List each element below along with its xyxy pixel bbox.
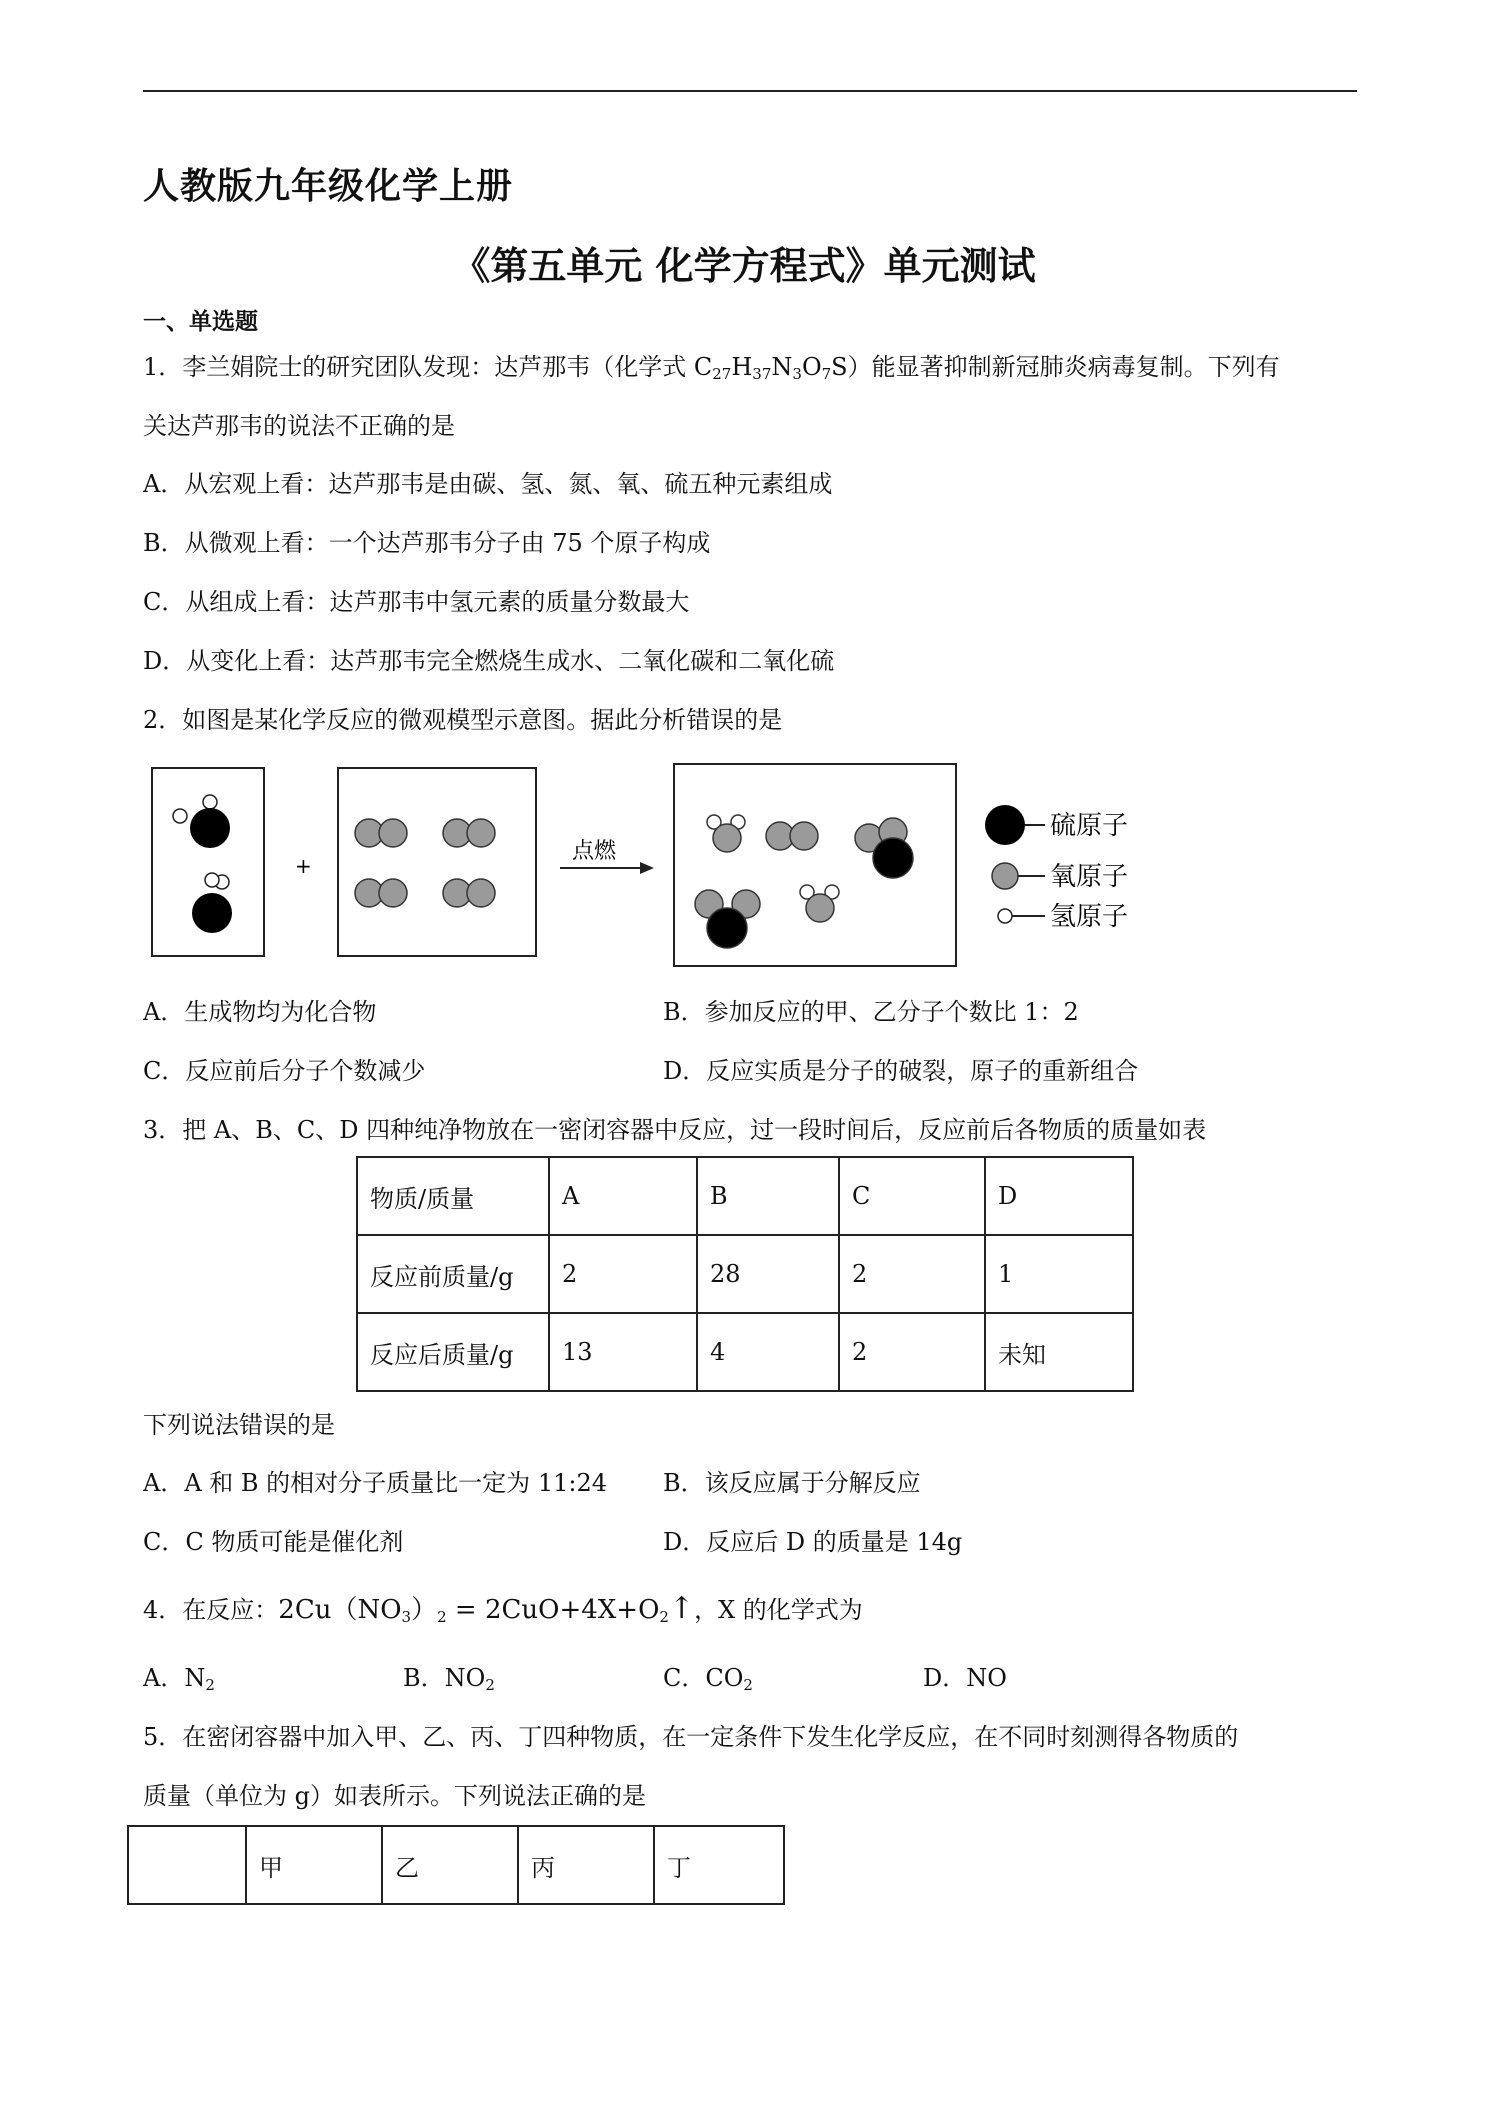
- table-cell: 13: [549, 1313, 697, 1391]
- so2-molecule: [695, 890, 760, 948]
- q2-option-c: C．反应前后分子个数减少: [143, 1057, 426, 1085]
- table-header-cell: [128, 1826, 246, 1904]
- q4-option-b: B．$NO_2$: [403, 1664, 495, 1694]
- q3-mass-table: [356, 1156, 1134, 1392]
- hydrogen-atom-key: [998, 909, 1012, 923]
- q5-mass-table: [127, 1825, 785, 1905]
- table-header-cell: B: [697, 1157, 839, 1235]
- section-heading: 一、单选题: [143, 309, 258, 335]
- q1-option-a: A．从宏观上看：达芦那韦是由碳、氢、氮、氧、硫五种元素组成: [143, 470, 833, 498]
- table-row: [128, 1826, 784, 1904]
- table-header-cell: 丙: [518, 1826, 654, 1904]
- header-rule: [143, 90, 1357, 92]
- table-header-cell: A: [549, 1157, 697, 1235]
- legend-sulfur-label: 硫原子: [1050, 811, 1129, 841]
- q1-stem-line1: 1．李兰娟院士的研究团队发现：达芦那韦（化学式 $C_{27}H_{37}N_3O_7S$）能显著抑制新冠肺炎病毒复制。下列有: [143, 353, 1280, 383]
- q2-option-d: D．反应实质是分子的破裂，原子的重新组合: [663, 1057, 1139, 1085]
- q3-option-a: A．A 和 B 的相对分子质量比一定为 11:24: [143, 1469, 607, 1497]
- table-cell: 未知: [985, 1313, 1133, 1391]
- q1-option-b: B．从微观上看：一个达芦那韦分子由 75 个原子构成: [143, 529, 711, 557]
- plus-sign: +: [295, 854, 312, 878]
- q5-stem-line1: 5．在密闭容器中加入甲、乙、丙、丁四种物质，在一定条件下发生化学反应，在不同时刻测得各物质的: [143, 1723, 1239, 1751]
- sulfur-atom-key: [985, 805, 1025, 845]
- q1-stem-line2: 关达芦那韦的说法不正确的是: [143, 412, 455, 440]
- legend-hydrogen-label: 氢原子: [1050, 902, 1129, 932]
- q4-option-a: A．$N_2$: [143, 1664, 215, 1694]
- water-molecule: [707, 815, 745, 852]
- q4-option-d: D．NO: [923, 1664, 1007, 1692]
- q3-option-c: C．C 物质可能是催化剂: [143, 1528, 404, 1556]
- reaction-condition: 点燃: [572, 839, 617, 864]
- so2-molecule: [855, 818, 913, 878]
- q3-stem: 3．把 A、B、C、D 四种纯净物放在一密闭容器中反应，过一段时间后，反应前后各物质的质量如表: [143, 1116, 1207, 1144]
- q2-option-a: A．生成物均为化合物: [143, 998, 377, 1026]
- q4-stem: 4．在反应：$2Cu(NO_3)_2$ = $2CuO+4X+O_2↑$，X 的化学式为: [143, 1591, 863, 1626]
- q3-option-d: D．反应后 D 的质量是 14g: [663, 1528, 963, 1556]
- reaction-model-figure: [140, 760, 980, 975]
- o2-molecules: [355, 819, 495, 907]
- document-subtitle: 《第五单元 化学方程式》单元测试: [452, 244, 1036, 288]
- table-cell: 2: [839, 1313, 985, 1391]
- q1-option-d: D．从变化上看：达芦那韦完全燃烧生成水、二氧化碳和二氧化硫: [143, 647, 835, 675]
- table-cell: 反应后质量/g: [357, 1313, 549, 1391]
- o2-molecule: [766, 822, 818, 850]
- h2s-molecule: [192, 873, 232, 933]
- table-header-cell: D: [985, 1157, 1133, 1235]
- document-title: 人教版九年级化学上册: [143, 166, 514, 207]
- table-cell: 28: [697, 1235, 839, 1313]
- table-header-cell: 丁: [654, 1826, 784, 1904]
- q2-option-b: B．参加反应的甲、乙分子个数比 1：2: [663, 998, 1079, 1026]
- table-row: [357, 1235, 1133, 1313]
- table-cell: 反应前质量/g: [357, 1235, 549, 1313]
- table-header-cell: 乙: [382, 1826, 518, 1904]
- legend-oxygen-label: 氧原子: [1050, 862, 1129, 892]
- table-row: [357, 1313, 1133, 1391]
- figure-legend: [970, 790, 1170, 950]
- q3-after-table: 下列说法错误的是: [143, 1411, 335, 1439]
- table-cell: 2: [549, 1235, 697, 1313]
- q1-option-c: C．从组成上看：达芦那韦中氢元素的质量分数最大: [143, 588, 690, 616]
- water-molecule: [800, 885, 839, 922]
- h2s-molecule: [173, 795, 230, 848]
- table-header-cell: 甲: [246, 1826, 382, 1904]
- q4-option-c: C．$CO_2$: [663, 1664, 753, 1694]
- reactant-b-box: [338, 768, 536, 956]
- table-header-cell: C: [839, 1157, 985, 1235]
- table-cell: 2: [839, 1235, 985, 1313]
- table-cell: 4: [697, 1313, 839, 1391]
- q2-stem: 2．如图是某化学反应的微观模型示意图。据此分析错误的是: [143, 706, 783, 734]
- q3-option-b: B．该反应属于分解反应: [663, 1469, 921, 1497]
- table-header-cell: 物质/质量: [357, 1157, 549, 1235]
- q5-stem-line2: 质量（单位为 g）如表所示。下列说法正确的是: [143, 1782, 646, 1810]
- table-row: [357, 1157, 1133, 1235]
- table-cell: 1: [985, 1235, 1133, 1313]
- oxygen-atom-key: [992, 863, 1018, 889]
